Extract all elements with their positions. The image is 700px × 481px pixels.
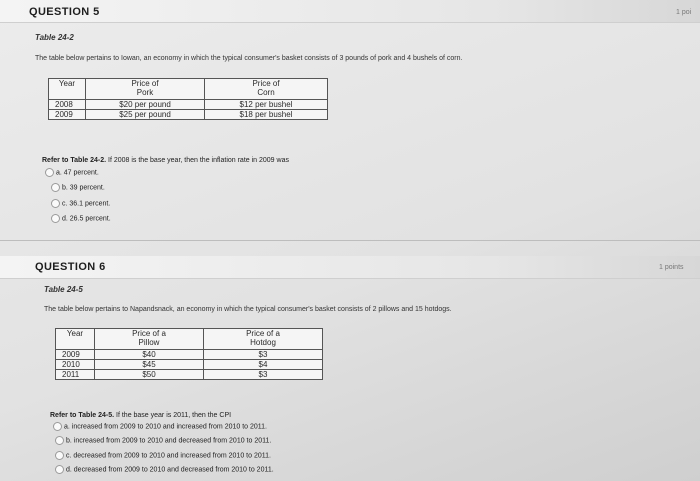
question-6-option-b[interactable]	[55, 436, 271, 446]
cell-pillow-price: $50	[95, 370, 204, 380]
header-price-hotdog: Price of a Hotdog	[204, 329, 323, 350]
table-header-row	[49, 79, 328, 100]
question-5-title: QUESTION 5	[29, 6, 100, 18]
option-label: b. 39 percent.	[62, 184, 105, 192]
question-6-table-title: Table 24-5	[44, 285, 83, 294]
radio-button[interactable]	[51, 214, 60, 223]
question-6-option-d[interactable]	[55, 465, 274, 475]
cell-pork-price: $25 per pound	[86, 110, 205, 120]
header-price-corn: Price of Corn	[205, 79, 328, 100]
question-5-points: 1 poi	[676, 9, 692, 16]
option-label: a. 47 percent.	[56, 169, 99, 177]
question-text: If 2008 is the base year, then the inflation rate in 2009 was	[108, 157, 289, 164]
option-label: c. decreased from 2009 to 2010 and increased from 2010 to 2011.	[66, 452, 271, 460]
question-6-prompt	[50, 412, 231, 419]
table-row	[56, 360, 323, 370]
table-row	[56, 350, 323, 360]
table-row	[49, 110, 328, 120]
question-6-description: The table below pertains to Napandsnack, an economy in which the typical consumer's basket consists of 2 pillows and 15 hotdogs.	[44, 306, 452, 313]
question-6-title: QUESTION 6	[35, 261, 106, 273]
table-reference: Refer to Table 24-5.	[50, 412, 115, 419]
header-year: Year	[49, 79, 86, 100]
cell-hotdog-price: $3	[204, 350, 323, 360]
question-5-table	[48, 78, 328, 120]
header-price-pillow: Price of a Pillow	[95, 329, 204, 350]
table-row	[56, 370, 323, 380]
question-6-points: 1 points	[659, 264, 684, 271]
option-label: d. decreased from 2009 to 2010 and decreased from 2010 to 2011.	[66, 466, 274, 474]
option-label: c. 36.1 percent.	[62, 200, 111, 208]
option-label: d. 26.5 percent.	[62, 215, 111, 223]
cell-hotdog-price: $3	[204, 370, 323, 380]
question-divider	[0, 240, 700, 241]
cell-hotdog-price: $4	[204, 360, 323, 370]
question-6-table	[55, 328, 323, 380]
question-5-prompt	[42, 157, 289, 164]
header-year: Year	[56, 329, 95, 350]
cell-year: 2008	[49, 100, 86, 110]
question-5-option-a[interactable]	[45, 168, 99, 178]
question-5-option-c[interactable]	[51, 199, 110, 209]
radio-button[interactable]	[45, 168, 54, 177]
cell-pillow-price: $45	[95, 360, 204, 370]
radio-button[interactable]	[55, 465, 64, 474]
cell-year: 2010	[56, 360, 95, 370]
cell-year: 2009	[49, 110, 86, 120]
cell-pork-price: $20 per pound	[86, 100, 205, 110]
cell-year: 2011	[56, 370, 95, 380]
question-5-header	[0, 0, 700, 23]
cell-corn-price: $12 per bushel	[205, 100, 328, 110]
table-reference: Refer to Table 24-2.	[42, 157, 107, 164]
question-5-option-b[interactable]	[51, 183, 105, 193]
option-label: a. increased from 2009 to 2010 and increased from 2010 to 2011.	[64, 423, 268, 431]
radio-button[interactable]	[53, 422, 62, 431]
cell-year: 2009	[56, 350, 95, 360]
question-6-option-a[interactable]	[53, 422, 267, 432]
question-5-option-d[interactable]	[51, 214, 111, 224]
radio-button[interactable]	[51, 183, 60, 192]
radio-button[interactable]	[51, 199, 60, 208]
table-header-row	[56, 329, 323, 350]
option-label: b. increased from 2009 to 2010 and decreased from 2010 to 2011.	[66, 437, 272, 445]
question-5-table-title: Table 24-2	[35, 33, 74, 42]
radio-button[interactable]	[55, 436, 64, 445]
question-text: If the base year is 2011, then the CPI	[116, 412, 232, 419]
header-price-pork: Price of Pork	[86, 79, 205, 100]
question-6-option-c[interactable]	[55, 451, 271, 461]
question-5-description: The table below pertains to Iowan, an economy in which the typical consumer's basket consists of 3 pounds of pork and 4 bushels of corn.	[35, 55, 463, 62]
cell-pillow-price: $40	[95, 350, 204, 360]
radio-button[interactable]	[55, 451, 64, 460]
table-row	[49, 100, 328, 110]
cell-corn-price: $18 per bushel	[205, 110, 328, 120]
